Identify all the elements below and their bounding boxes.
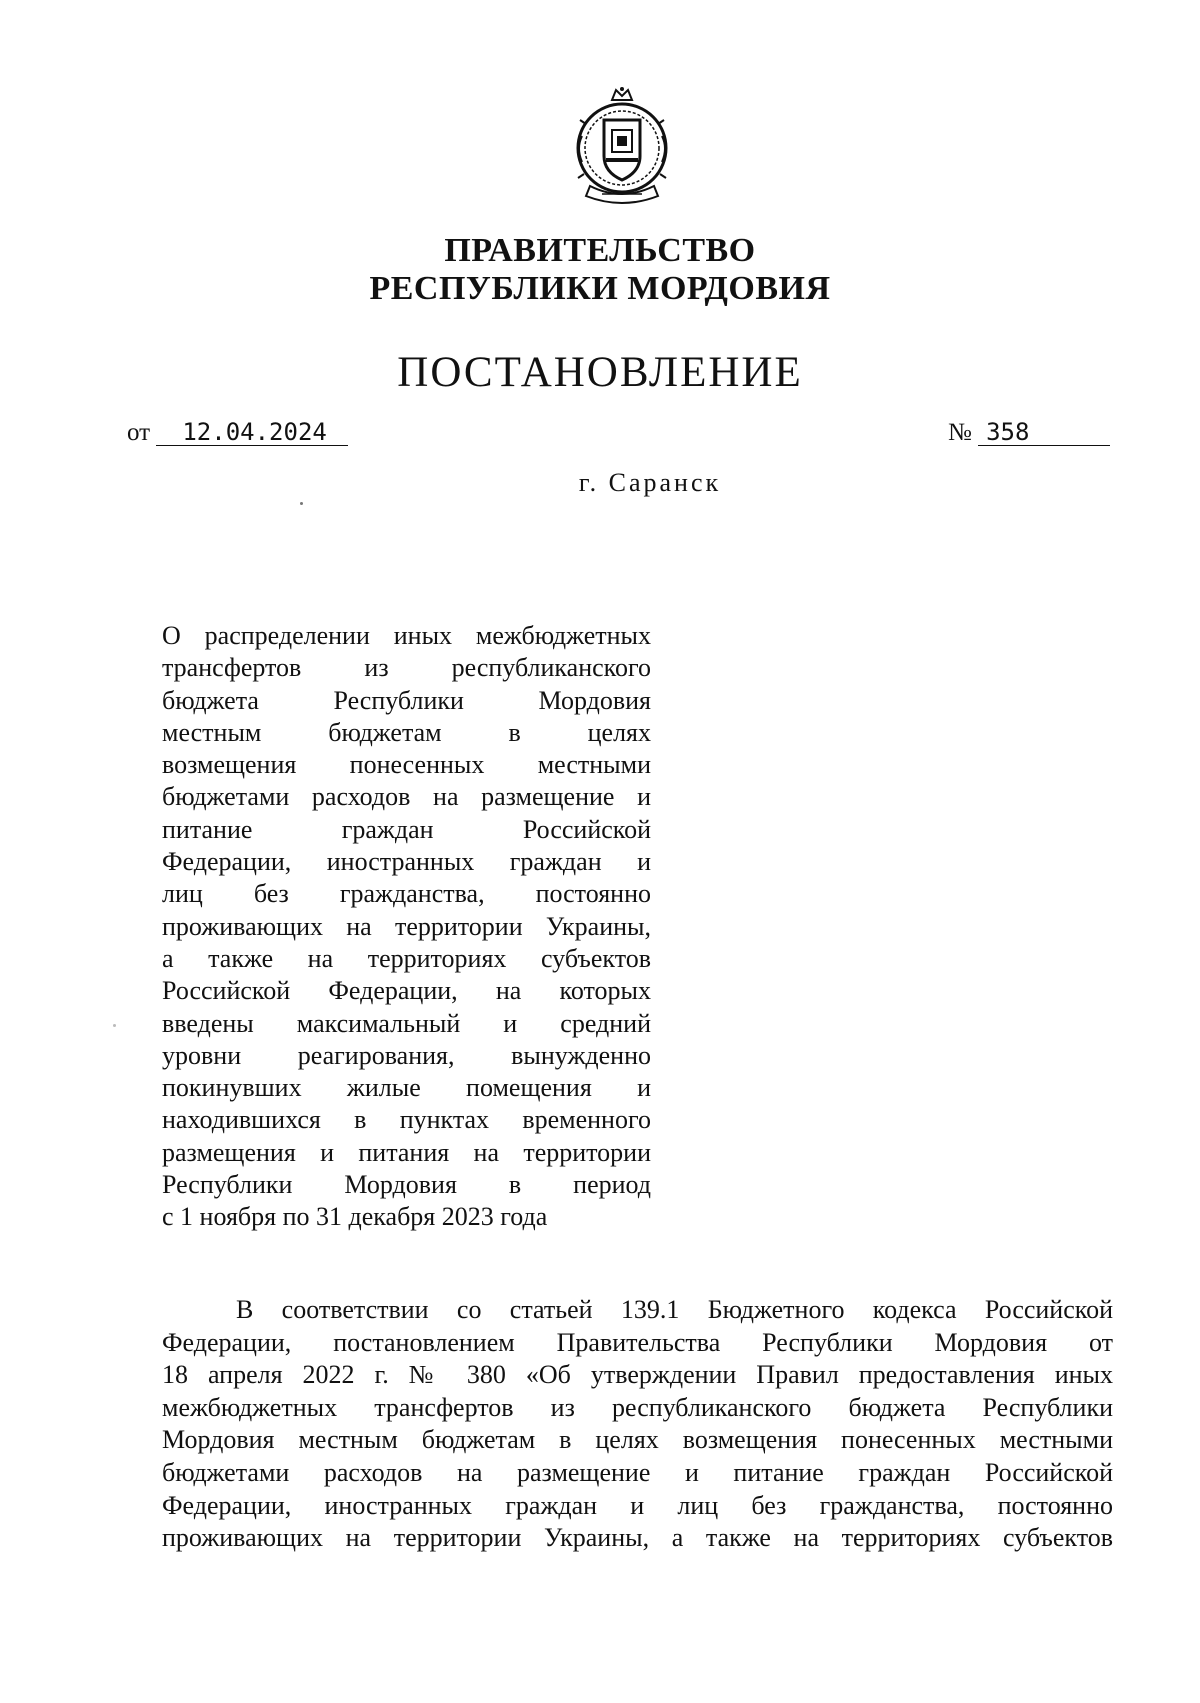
subject-line: проживающих на территории Украины, [162, 911, 651, 941]
subject-line: Республики Мордовия в период [162, 1170, 651, 1200]
coat-of-arms-icon [572, 86, 672, 210]
authority-line-1: ПРАВИТЕЛЬСТВО [444, 232, 756, 269]
date-field [127, 419, 348, 447]
body-line: Федерации, постановлением Правительства Республики Мордовия от [162, 1327, 1113, 1357]
authority-line-2: РЕСПУБЛИКИ МОРДОВИЯ [369, 270, 831, 307]
subject-line: трансфертов из республиканского [162, 653, 651, 683]
subject-line: а также на территориях субъектов [162, 943, 651, 973]
number-value: 358 [978, 419, 1110, 446]
city-line: г. Саранск [578, 468, 722, 497]
subject-line: с 1 ноября по 31 декабря 2023 года [162, 1202, 548, 1232]
subject-line: питание граждан Российской [162, 814, 651, 844]
scan-speck [300, 502, 303, 505]
subject-line: лиц без гражданства, постоянно [162, 879, 651, 909]
subject-line: Российской Федерации, на которых [162, 976, 651, 1006]
subject-line: размещения и питания на территории [162, 1137, 651, 1167]
subject-line: покинувших жилые помещения и [162, 1073, 651, 1103]
date-value: 12.04.2024 [156, 419, 348, 446]
body-line: проживающих на территории Украины, а также на территориях субъектов [162, 1523, 1113, 1553]
body-line: бюджетами расходов на размещение и питание граждан Российской [162, 1457, 1113, 1487]
subject-line: уровни реагирования, вынужденно [162, 1040, 651, 1070]
body-paragraph [162, 1294, 1113, 1555]
subject-line: Федерации, иностранных граждан и [162, 847, 651, 877]
number-field [948, 419, 1110, 447]
body-line: Федерации, иностранных граждан и лиц без гражданства, постоянно [162, 1490, 1113, 1520]
subject-line: бюджета Республики Мордовия [162, 685, 651, 715]
body-line: В соответствии со статьей 139.1 Бюджетного кодекса Российской [236, 1295, 1113, 1324]
body-line: межбюджетных трансфертов из республиканского бюджета Республики [162, 1392, 1113, 1422]
body-line: Мордовия местным бюджетам в целях возмещения понесенных местными [162, 1425, 1113, 1455]
subject-line: местным бюджетам в целях [162, 717, 651, 747]
subject-line: бюджетами расходов на размещение и [162, 782, 651, 812]
number-prefix: № [948, 419, 972, 446]
subject-line: находившихся в пунктах временного [162, 1105, 651, 1135]
subject-line: введены максимальный и средний [162, 1008, 651, 1038]
subject-line: возмещения понесенных местными [162, 750, 651, 780]
body-line: 18 апреля 2022 г. № 380 «Об утверждении Правил предоставления иных [162, 1360, 1113, 1390]
issuing-authority [0, 232, 1200, 308]
date-prefix: от [127, 419, 151, 446]
scan-speck [113, 1024, 116, 1027]
subject-line: О распределении иных межбюджетных [162, 621, 651, 650]
document-subject [162, 620, 651, 1234]
document-type: ПОСТАНОВЛЕНИЕ [397, 349, 803, 396]
